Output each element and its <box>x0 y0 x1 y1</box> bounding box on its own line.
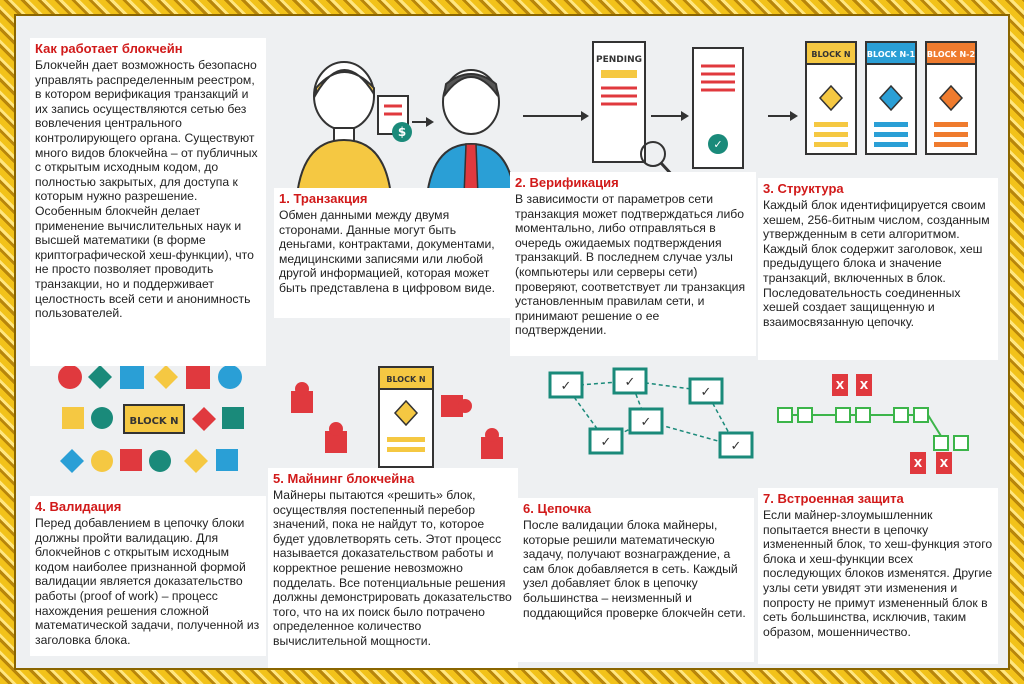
step4-panel <box>30 496 266 656</box>
block-n-mining-icon <box>379 367 433 467</box>
step4-text: Перед добавлением в цепочку блоки должны пройти валидацию. Для блокчейнов с открытым исходным кодом наиболее признанной формой валидации является доказательство работы (proof of work) – процесс нахождения решения сложной математической задачи, полученной из заголовка блока. <box>35 516 260 647</box>
block-n-icon <box>806 42 856 154</box>
transaction-illustration <box>286 36 516 206</box>
step2-text: В зависимости от параметров сети транзакция может подтверждаться либо моментально, либо отправляться в очередь ожидаемых подтверждения транзакций. В последнем случае узлы (компьютеры или серверы сети) проверяют, соответствует ли транзакция установленным правилам сети, и принимают решение о ее подтверждении. <box>515 192 746 338</box>
svg-text:BLOCK N-2: BLOCK N-2 <box>926 50 976 59</box>
mining-illustration <box>281 361 521 476</box>
block-n2-icon <box>926 42 976 154</box>
step3-text: Каждый блок идентифицируется своим хешем, 256-битным числом, созданным утвержденным в сети алгоритмом. Каждый блок содержит заголовок, хеш предыдущего блока и значение транзакций, включенных в блок. Последовательность соединенных хешей создает защищенную и взаимосвязанную цепочку. <box>763 198 990 329</box>
chain-network-illustration <box>536 361 766 476</box>
intro-text: Блокчейн дает возможность безопасно управлять распределенным реестром, в котором верификация транзакций и их запись осуществляются сетью без вовлечения центрального контролирующего органа. Существуют много видов блокчейна – от публичных с открытым исходным кодом, до полностью закрытых, для доступа к которым нужно разрешение. Особенным блокчейн делает применение вычислительных наук и высшей математики (в форме криптографической хеш-функции), что не просто позволяет проводить транзакции, но и поддерживает целостность всей сети и анонимность пользователей. <box>35 58 258 321</box>
verified-document-icon <box>693 48 743 168</box>
step7-text: Если майнер-злоумышленник попытается внести в цепочку измененный блок, то хеш-функция этого блока и хеш-функции всех последующих блоков изменятся. Другие узлы сети увидят эти изменения и попросту не примут измененный блок в сеть большинства, исключив, таким образом, мошенничество. <box>763 508 993 639</box>
svg-text:✓: ✓ <box>600 435 612 450</box>
verification-illustration <box>521 36 761 186</box>
svg-text:BLOCK N: BLOCK N <box>386 375 426 384</box>
block-n1-icon <box>866 42 916 154</box>
step4-title: 4. Валидация <box>35 499 122 514</box>
svg-text:BLOCK N: BLOCK N <box>129 416 179 427</box>
incoming-arrow-icon <box>523 111 589 121</box>
document-dollar-icon <box>378 96 434 142</box>
step6-panel <box>518 498 754 662</box>
svg-text:✓: ✓ <box>700 385 712 400</box>
step5-title: 5. Майнинг блокчейна <box>273 471 415 486</box>
protection-illustration <box>776 366 986 476</box>
step5-text: Майнеры пытаются «решить» блок, осуществляя постепенный перебор значений, пока не найдут то, которое будет удовлетворять сеть. Этот процесс называется доказательством работы и корректное решение невозможно подделать. Все потенциальные решения должны демонстрировать доказательство того, что на их поиск было потрачено определенное количество вычислительной мощности. <box>273 488 512 648</box>
svg-text:✓: ✓ <box>624 375 636 390</box>
step6-text: После валидации блока майнеры, которые решили математическую задачу, получают вознаграждение, а сам блок добавляется в сеть. Каждый узел добавляет блок в цепочку большинства – неизменный и поддающийся проверке блокчейн сети. <box>523 518 746 620</box>
svg-text:✓: ✓ <box>640 415 652 430</box>
step3-panel <box>758 178 998 360</box>
svg-text:$: $ <box>397 125 407 139</box>
svg-text:X: X <box>859 379 869 392</box>
step1-title: 1. Транзакция <box>279 191 368 206</box>
step3-title: 3. Структура <box>763 181 844 196</box>
person-man-icon <box>426 70 516 206</box>
svg-text:✓: ✓ <box>730 439 742 454</box>
step7-title: 7. Встроенная защита <box>763 491 904 506</box>
intro-title: Как работает блокчейн <box>35 41 183 56</box>
step1-text: Обмен данными между двумя сторонами. Данные могут быть деньгами, контрактами, документами, медицинскими записями или любой другой информацией, которая может быть представлена в цифровом виде. <box>279 208 496 295</box>
step2-title: 2. Верификация <box>515 175 619 190</box>
svg-text:BLOCK N-1: BLOCK N-1 <box>866 50 916 59</box>
svg-text:✓: ✓ <box>560 379 572 394</box>
validation-illustration <box>56 361 276 486</box>
svg-text:X: X <box>913 457 923 470</box>
computer-node-icons <box>550 369 752 457</box>
svg-text:BLOCK N: BLOCK N <box>811 50 851 59</box>
step5-panel <box>268 468 518 670</box>
intro-panel <box>30 38 266 366</box>
svg-text:X: X <box>835 379 845 392</box>
svg-text:✓: ✓ <box>713 138 723 151</box>
svg-text:PENDING: PENDING <box>595 55 643 65</box>
structure-illustration <box>766 36 1006 166</box>
step7-panel <box>758 488 998 664</box>
svg-text:X: X <box>939 457 949 470</box>
pending-document-icon <box>593 42 673 176</box>
step6-title: 6. Цепочка <box>523 501 592 516</box>
infographic-canvas <box>14 14 1010 670</box>
step1-panel <box>274 188 518 318</box>
step2-panel <box>510 172 756 356</box>
